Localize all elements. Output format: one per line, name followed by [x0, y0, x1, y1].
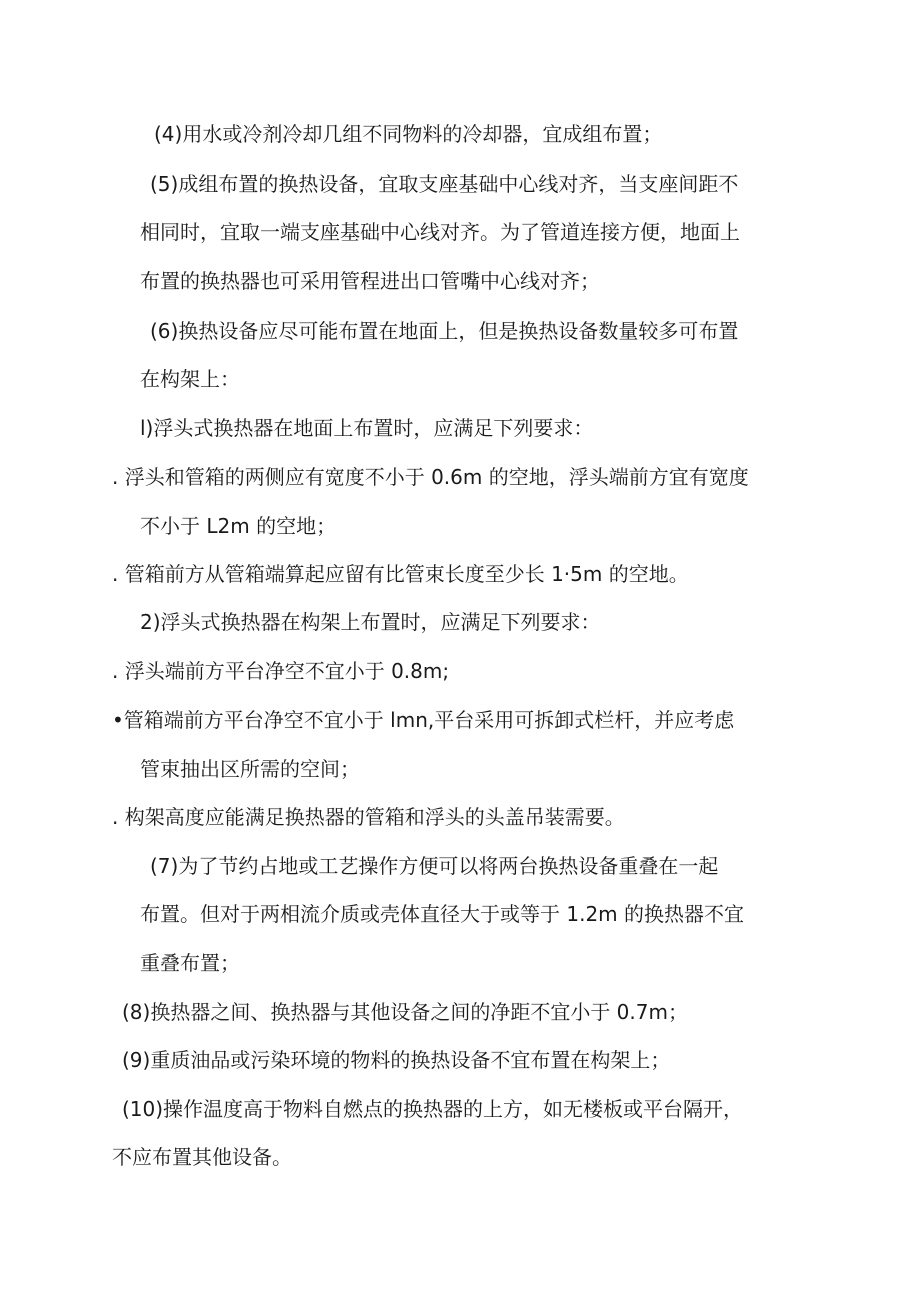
text-line: (9)重质油品或污染环境的物料的换热设备不宜布置在构架上； — [122, 1048, 671, 1072]
text-line: 布置的换热器也可采用管程进出口管嘴中心线对齐； — [140, 269, 600, 293]
text-line: (4)用水或冷剂冷却几组不同物料的冷却器，宜成组布置； — [154, 122, 663, 146]
text-line: 不应布置其他设备。 — [112, 1145, 292, 1169]
text-line: 在构架上： — [140, 367, 240, 391]
text-line: 2)浮头式换热器在构架上布置时，应满足下列要求： — [140, 610, 601, 634]
text-line: . 浮头和管箱的两侧应有宽度不小于 0.6m 的空地，浮头端前方宜有宽度 — [112, 465, 749, 489]
text-line: •管箱端前方平台净空不宜小于 lmn,平台采用可拆卸式栏杆，并应考虑 — [112, 708, 735, 732]
text-line: (5)成组布置的换热设备，宜取支座基础中心线对齐，当支座间距不 — [150, 172, 739, 196]
text-line: (7)为了节约占地或工艺操作方便可以将两台换热设备重叠在一起 — [150, 854, 719, 878]
text-line: (10)操作温度高于物料自燃点的换热器的上方，如无楼板或平台隔开， — [122, 1097, 744, 1121]
text-line: . 浮头端前方平台净空不宜小于 0.8m; — [112, 659, 450, 683]
text-line: . 构架高度应能满足换热器的管箱和浮头的头盖吊装需要。 — [112, 805, 625, 829]
text-line: (8)换热器之间、换热器与其他设备之间的净距不宜小于 0.7m； — [122, 1000, 688, 1024]
text-line: 不小于 L2m 的空地； — [140, 514, 337, 538]
text-line: 重叠布置； — [140, 951, 240, 975]
text-line: l)浮头式换热器在地面上布置时，应满足下列要求： — [140, 416, 594, 440]
text-line: (6)换热设备应尽可能布置在地面上，但是换热设备数量较多可布置 — [150, 319, 739, 343]
text-line: . 管箱前方从管箱端算起应留有比管束长度至少长 1·5m 的空地。 — [112, 562, 689, 586]
text-line: 布置。但对于两相流介质或壳体直径大于或等于 1.2m 的换热器不宜 — [140, 902, 745, 926]
text-line: 管束抽出区所需的空间； — [140, 757, 360, 781]
text-line: 相同时，宜取一端支座基础中心线对齐。为了管道连接方便，地面上 — [140, 220, 740, 244]
